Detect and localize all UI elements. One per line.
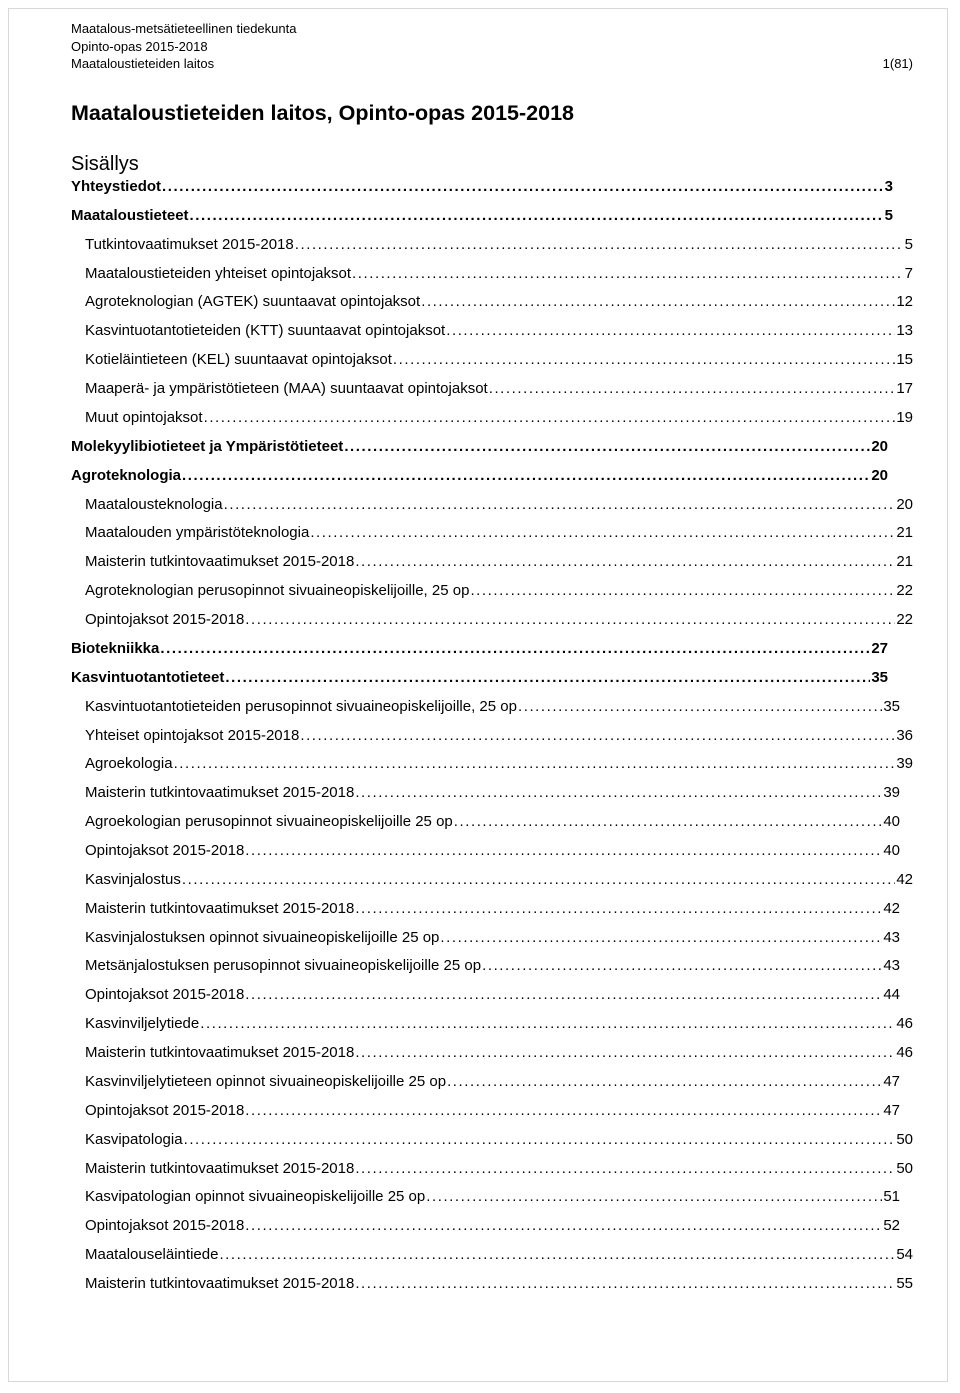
- toc-entry-page: 13: [896, 322, 913, 340]
- toc-dot-leader: [182, 464, 870, 488]
- toc-entry-page: 42: [883, 899, 900, 917]
- toc-entry-page: 42: [896, 870, 913, 888]
- toc-entry-title: Maatalouseläintiede: [85, 1246, 219, 1264]
- toc-entry-page: 46: [896, 1044, 913, 1062]
- toc-entry-title: Maisterin tutkintovaatimukset 2015-2018: [85, 1159, 355, 1177]
- toc-entry-title: Agroekologian perusopinnot sivuaineopiskelijoille 25 op: [85, 813, 453, 831]
- toc-entry-title: Tutkintovaatimukset 2015-2018: [85, 235, 294, 253]
- header-department: Maataloustieteiden laitos: [71, 56, 215, 71]
- toc-entry-title: Opintojaksot 2015-2018: [85, 986, 245, 1004]
- toc-entry-title: Molekyylibiotieteet ja Ympäristötieteet: [71, 437, 344, 455]
- toc-entry[interactable]: [85, 1128, 913, 1152]
- toc-dot-leader: [182, 868, 895, 892]
- toc-entry-page: 3: [884, 178, 893, 195]
- toc-dot-leader: [295, 233, 904, 257]
- toc-entry-title: Agroekologia: [85, 755, 173, 773]
- toc-entry-title: Kasvintuotantotieteiden perusopinnot sivuaineopiskelijoille, 25 op: [85, 697, 517, 715]
- toc-entry[interactable]: [71, 666, 888, 690]
- toc-entry[interactable]: [85, 608, 913, 632]
- toc-entry[interactable]: [85, 983, 900, 1007]
- toc-dot-leader: [355, 1041, 895, 1065]
- toc-entry[interactable]: [85, 868, 913, 892]
- toc-dot-leader: [355, 897, 882, 921]
- toc-entry-title: Kasvinjalostus: [85, 870, 181, 888]
- toc-entry-page: 52: [883, 1217, 900, 1235]
- toc-dot-leader: [421, 290, 895, 314]
- toc-heading: Sisällys: [71, 153, 139, 175]
- toc-dot-leader: [344, 435, 870, 459]
- toc-entry-title: Biotekniikka: [71, 639, 160, 657]
- toc-dot-leader: [245, 839, 882, 863]
- toc-entry-page: 15: [896, 351, 913, 369]
- toc-entry-page: 35: [883, 697, 900, 715]
- toc-dot-leader: [300, 724, 895, 748]
- toc-dot-leader: [190, 204, 884, 228]
- toc-entry-page: 17: [896, 380, 913, 398]
- toc-entry-page: 20: [871, 466, 888, 484]
- toc-entry[interactable]: [85, 1099, 900, 1123]
- toc-entry[interactable]: [85, 233, 913, 257]
- toc-entry-title: Kasvipatologian opinnot sivuaineopiskelijoille 25 op: [85, 1188, 426, 1206]
- header-page-number: 1(81): [882, 56, 913, 71]
- toc-dot-leader: [440, 926, 882, 950]
- toc-entry-page: 22: [896, 582, 913, 600]
- toc-entry-title: Kasvipatologia: [85, 1130, 183, 1148]
- toc-entry-page: 46: [896, 1015, 913, 1033]
- toc-entry[interactable]: [85, 1157, 913, 1181]
- toc-dot-leader: [446, 319, 895, 343]
- toc-entry-page: 20: [871, 437, 888, 455]
- toc-entry-page: 50: [896, 1130, 913, 1148]
- toc-entry-page: 5: [904, 235, 913, 253]
- toc-entry-title: Maisterin tutkintovaatimukset 2015-2018: [85, 553, 355, 571]
- toc-entry-title: Opintojaksot 2015-2018: [85, 842, 245, 859]
- toc-entry-title: Maisterin tutkintovaatimukset 2015-2018: [85, 899, 355, 917]
- toc-entry[interactable]: [71, 435, 888, 459]
- toc-entry-title: Maataloustieteet: [71, 206, 189, 224]
- toc-entry-title: Yhteiset opintojaksot 2015-2018: [85, 726, 300, 744]
- toc-entry[interactable]: [85, 1272, 913, 1296]
- toc-entry-page: 21: [896, 524, 913, 542]
- toc-entry-title: Yhteystiedot: [71, 178, 162, 195]
- toc-entry[interactable]: [85, 1070, 900, 1094]
- toc-dot-leader: [355, 781, 882, 805]
- toc-entry-title: Maaperä- ja ympäristötieteen (MAA) suuntaavat opintojaksot: [85, 380, 488, 398]
- toc-entry-page: 12: [896, 293, 913, 311]
- toc-entry[interactable]: [85, 1041, 913, 1065]
- toc-entry-page: 40: [883, 813, 900, 831]
- toc-entry-page: 39: [883, 784, 900, 802]
- toc-entry[interactable]: [85, 1012, 913, 1036]
- toc-entry[interactable]: [85, 695, 900, 719]
- toc-entry-title: Opintojaksot 2015-2018: [85, 611, 245, 629]
- toc-dot-leader: [245, 1214, 882, 1238]
- toc-entry-title: Kasvinviljelytieteen opinnot sivuaineopiskelijoille 25 op: [85, 1072, 447, 1090]
- toc-entry[interactable]: [85, 1243, 913, 1267]
- toc-entry[interactable]: [85, 348, 913, 372]
- header-faculty: Maatalous-metsätieteellinen tiedekunta: [71, 21, 297, 36]
- toc-entry-page: 5: [884, 206, 893, 224]
- toc-dot-leader: [225, 666, 870, 690]
- toc-entry-title: Kasvintuotantotieteiden (KTT) suuntaavat opintojaksot: [85, 322, 446, 340]
- toc-entry[interactable]: [85, 262, 913, 286]
- toc-entry-page: 20: [896, 495, 913, 513]
- document-title: Maataloustieteiden laitos, Opinto-opas 2015-2018: [71, 101, 575, 125]
- toc-entry-title: Agroteknologian (AGTEK) suuntaavat opintojaksot: [85, 293, 421, 311]
- toc-dot-leader: [204, 406, 896, 430]
- toc-dot-leader: [184, 1128, 896, 1152]
- toc-dot-leader: [174, 752, 896, 776]
- toc-entry-page: 43: [883, 928, 900, 946]
- toc-entry-page: 40: [883, 842, 900, 859]
- toc-entry-title: Metsänjalostuksen perusopinnot sivuaineopiskelijoille 25 op: [85, 957, 482, 975]
- toc-entry[interactable]: [85, 926, 900, 950]
- toc-entry[interactable]: [85, 810, 900, 834]
- toc-entry-title: Kotieläintieteen (KEL) suuntaavat opintojaksot: [85, 351, 392, 369]
- toc-entry-page: 44: [883, 986, 900, 1004]
- toc-entry[interactable]: [71, 464, 888, 488]
- toc-entry-title: Opintojaksot 2015-2018: [85, 1217, 245, 1235]
- toc-entry-page: 47: [883, 1101, 900, 1119]
- toc-entry-title: Maatalouden ympäristöteknologia: [85, 524, 310, 542]
- toc-entry[interactable]: [85, 521, 913, 545]
- toc-dot-leader: [219, 1243, 895, 1267]
- header-guide: Opinto-opas 2015-2018: [71, 38, 208, 54]
- toc-entry-title: Maisterin tutkintovaatimukset 2015-2018: [85, 1044, 355, 1062]
- toc-dot-leader: [245, 608, 895, 632]
- toc-dot-leader: [355, 550, 895, 574]
- toc-dot-leader: [355, 1157, 895, 1181]
- toc-entry-page: 7: [904, 264, 913, 282]
- toc-entry-page: 47: [883, 1072, 900, 1090]
- toc-dot-leader: [426, 1185, 882, 1209]
- toc-dot-leader: [245, 1099, 882, 1123]
- toc-entry-page: 35: [871, 668, 888, 686]
- toc-entry-title: Maisterin tutkintovaatimukset 2015-2018: [85, 784, 355, 802]
- toc-dot-leader: [245, 983, 882, 1007]
- toc-entry-page: 22: [896, 611, 913, 629]
- toc-entry-page: 51: [883, 1188, 900, 1206]
- toc-entry-title: Muut opintojaksot: [85, 408, 203, 426]
- toc-dot-leader: [160, 637, 870, 661]
- toc-dot-leader: [482, 954, 882, 978]
- toc-entry[interactable]: [85, 724, 913, 748]
- toc-entry-title: Kasvinviljelytiede: [85, 1015, 200, 1033]
- toc-entry[interactable]: [85, 493, 913, 517]
- toc-entry-page: 39: [896, 755, 913, 773]
- toc-dot-leader: [352, 262, 904, 286]
- toc-entry-title: Kasvinjalostuksen opinnot sivuaineopiskelijoille 25 op: [85, 928, 440, 946]
- toc-entry-page: 27: [871, 639, 888, 657]
- toc-entry[interactable]: [85, 897, 900, 921]
- toc-entry[interactable]: [85, 752, 913, 776]
- toc-entry-page: 36: [896, 726, 913, 744]
- toc-entry-page: 19: [896, 408, 913, 426]
- toc-dot-leader: [470, 579, 895, 603]
- toc-entry[interactable]: [85, 319, 913, 343]
- toc-entry-page: 43: [883, 957, 900, 975]
- toc-dot-leader: [518, 695, 882, 719]
- page-header: [71, 20, 913, 73]
- toc-entry[interactable]: [85, 781, 900, 805]
- toc-entry-title: Opintojaksot 2015-2018: [85, 1101, 245, 1119]
- toc-entry[interactable]: [71, 175, 893, 199]
- toc-entry[interactable]: [85, 1185, 900, 1209]
- toc-entry-title: Agroteknologia: [71, 466, 182, 484]
- toc-entry[interactable]: [85, 406, 913, 430]
- toc-entry-title: Maataloustieteiden yhteiset opintojaksot: [85, 264, 352, 282]
- toc-dot-leader: [162, 175, 884, 199]
- toc-dot-leader: [224, 493, 896, 517]
- toc-entry[interactable]: [85, 290, 913, 314]
- toc-entry[interactable]: [85, 1214, 900, 1238]
- toc-entry-title: Maisterin tutkintovaatimukset 2015-2018: [85, 1275, 355, 1293]
- toc-entry[interactable]: [85, 377, 913, 401]
- toc-entry[interactable]: [85, 579, 913, 603]
- toc-dot-leader: [447, 1070, 882, 1094]
- toc-entry-page: 55: [896, 1275, 913, 1293]
- toc-entry[interactable]: [71, 637, 888, 661]
- toc-dot-leader: [454, 810, 883, 834]
- toc-entry-page: 21: [896, 553, 913, 571]
- toc-dot-leader: [355, 1272, 895, 1296]
- toc-dot-leader: [310, 521, 895, 545]
- toc-entry[interactable]: [85, 954, 900, 978]
- toc-dot-leader: [489, 377, 896, 401]
- toc-entry[interactable]: [85, 839, 900, 863]
- toc-entry[interactable]: [85, 550, 913, 574]
- toc-dot-leader: [200, 1012, 895, 1036]
- toc-entry-title: Kasvintuotantotieteet: [71, 668, 225, 686]
- toc-entry-title: Agroteknologian perusopinnot sivuaineopiskelijoille, 25 op: [85, 582, 470, 600]
- toc-entry-title: Maatalousteknologia: [85, 495, 223, 513]
- toc-entry-page: 50: [896, 1159, 913, 1177]
- toc-entry-page: 54: [896, 1246, 913, 1264]
- toc-entry[interactable]: [71, 204, 893, 228]
- toc-dot-leader: [393, 348, 895, 372]
